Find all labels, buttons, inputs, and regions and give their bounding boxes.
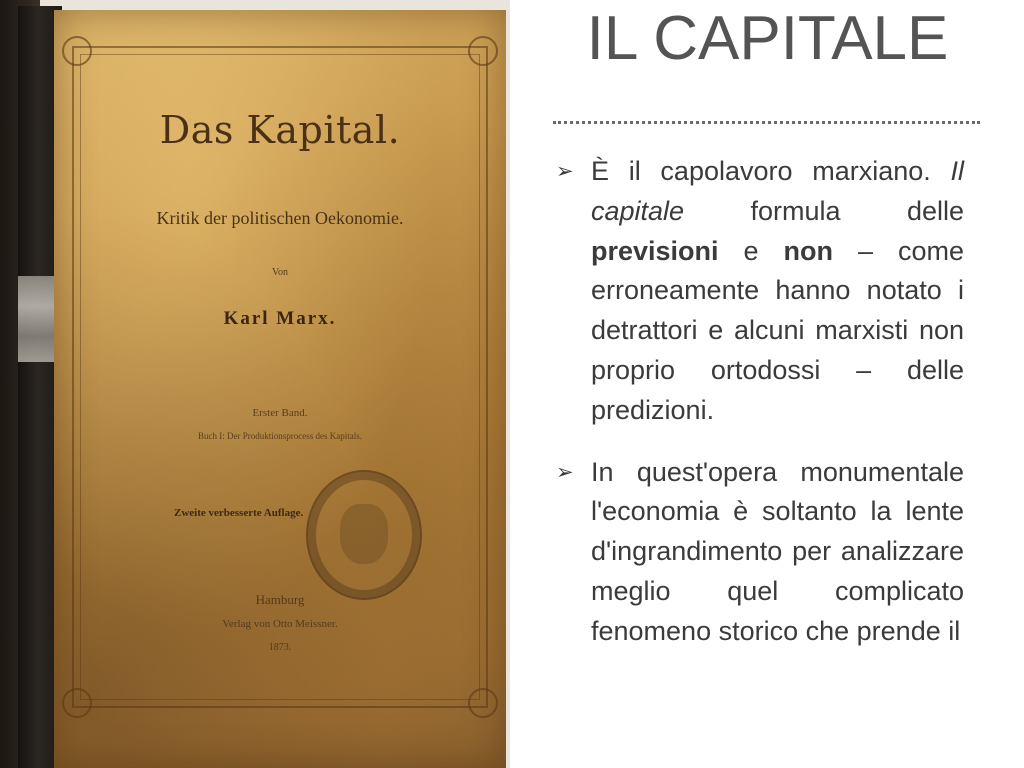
cover-edition: Zweite verbesserte Auflage. (174, 507, 304, 519)
cover-title: Das Kapital. (159, 108, 401, 152)
bullet-text-segment: – come erroneamente hanno notato i detrattori e alcuni marxisti non proprio ortodossi – delle predizioni. (591, 235, 964, 425)
bullet-text-segment: formula delle (684, 195, 964, 226)
bullet-text-segment: In quest'opera monumentale l'economia è soltanto la lente d'ingrandimento per analizzare meglio quel complicato fenomeno storico che prende il (591, 456, 964, 646)
cover-city: Hamburg (255, 592, 305, 607)
bullet-item (556, 152, 964, 431)
bullet-text-segment: e (718, 235, 784, 266)
corner-ornament-icon (62, 688, 92, 718)
bullet-text-segment: previsioni (591, 235, 719, 266)
cover-publisher: Verlag von Otto Meissner. (222, 618, 338, 630)
book-cover (54, 10, 506, 768)
bullet-list (556, 152, 964, 674)
corner-ornament-icon (468, 36, 498, 66)
cover-author: Karl Marx. (223, 308, 337, 329)
slide-title: IL CAPITALE (586, 4, 949, 73)
bullet-text-segment: non (783, 235, 833, 266)
cover-year: 1873. (268, 642, 292, 653)
bullet-item (556, 453, 964, 652)
cover-volume: Erster Band. (252, 407, 308, 419)
bullet-text-segment: È il capolavoro marxiano. (591, 156, 951, 186)
title-divider (553, 121, 980, 124)
cover-by: Von (272, 267, 288, 278)
cover-book-line: Buch I: Der Produktionsprocess des Kapitals. (198, 431, 362, 441)
bullet-arrow-icon: ➢ (556, 460, 574, 484)
corner-ornament-icon (62, 36, 92, 66)
corner-ornament-icon (468, 688, 498, 718)
library-stamp-icon (306, 470, 422, 600)
book-cover-photo (0, 0, 510, 768)
cover-subtitle: Kritik der politischen Oekonomie. (156, 208, 404, 228)
stamp-crest-icon (340, 504, 388, 564)
bullet-text-segment: Il capitale (591, 156, 964, 226)
bullet-arrow-icon: ➢ (556, 160, 574, 183)
